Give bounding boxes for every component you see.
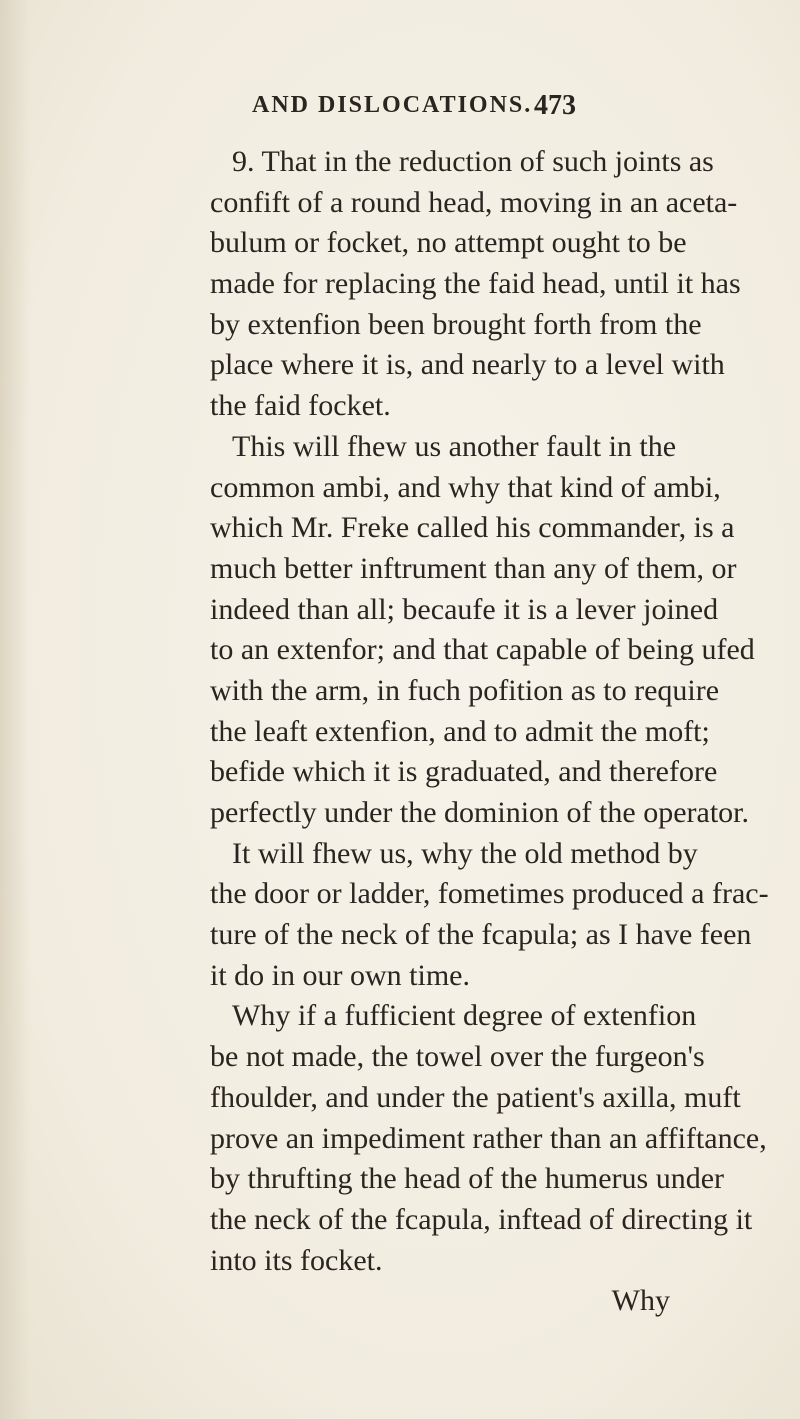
text-line: into its focket. bbox=[210, 1243, 383, 1277]
text-line: the door or ladder, fometimes produced a frac- bbox=[210, 877, 769, 911]
paragraph bbox=[210, 996, 767, 1281]
text-line: It will fhew us, why the old method by bbox=[232, 836, 698, 870]
text-line: the faid focket. bbox=[210, 389, 391, 423]
text-line: the leaft extenfion, and to admit the moft; bbox=[210, 714, 710, 748]
running-head: AND DISLOCATIONS. bbox=[252, 92, 533, 118]
text-line: be not made, the towel over the furgeon's bbox=[210, 1040, 705, 1074]
text-line: made for replacing the faid head, until it has bbox=[210, 267, 741, 301]
text-line: the neck of the fcapula, inftead of directing it bbox=[210, 1202, 753, 1236]
text-line: to an extenfor; and that capable of being ufed bbox=[210, 633, 755, 667]
page-edge-shadow bbox=[0, 0, 30, 1419]
text-line: Why if a fufficient degree of extenfion bbox=[232, 999, 697, 1033]
text-line: bulum or focket, no attempt ought to be bbox=[210, 226, 687, 260]
text-line: 9. That in the reduction of such joints as bbox=[232, 145, 714, 178]
text-line: confift of a round head, moving in an aceta- bbox=[210, 185, 738, 219]
paragraph bbox=[210, 427, 755, 834]
text-line: which Mr. Freke called his commander, is a bbox=[210, 511, 735, 545]
text-line: ture of the neck of the fcapula; as I have feen bbox=[210, 918, 752, 952]
catchword: Why bbox=[611, 1284, 670, 1318]
text-line: common ambi, and why that kind of ambi, bbox=[210, 470, 721, 504]
page-header bbox=[252, 92, 582, 132]
page-number: 473 bbox=[534, 90, 576, 121]
text-line: fhoulder, and under the patient's axilla, muft bbox=[210, 1080, 741, 1114]
text-line: it do in our own time. bbox=[210, 958, 470, 992]
paragraph bbox=[210, 142, 741, 427]
text-line: much better inftrument than any of them, or bbox=[210, 551, 737, 585]
text-line: perfectly under the dominion of the operator. bbox=[210, 796, 749, 829]
text-line: indeed than all; becaufe it is a lever joined bbox=[210, 592, 719, 626]
text-line: by thrufting the head of the humerus under bbox=[210, 1162, 725, 1196]
text-line: This will fhew us another fault in the bbox=[232, 429, 677, 463]
text-line: prove an impediment rather than an affiftance, bbox=[210, 1121, 767, 1155]
text-line: befide which it is graduated, and therefore bbox=[210, 755, 718, 789]
paragraph bbox=[210, 834, 769, 997]
body-text bbox=[210, 142, 769, 1322]
text-line: by extenfion been brought forth from the bbox=[210, 307, 702, 341]
text-line: with the arm, in fuch pofition as to require bbox=[210, 673, 720, 707]
text-line: place where it is, and nearly to a level with bbox=[210, 348, 725, 382]
